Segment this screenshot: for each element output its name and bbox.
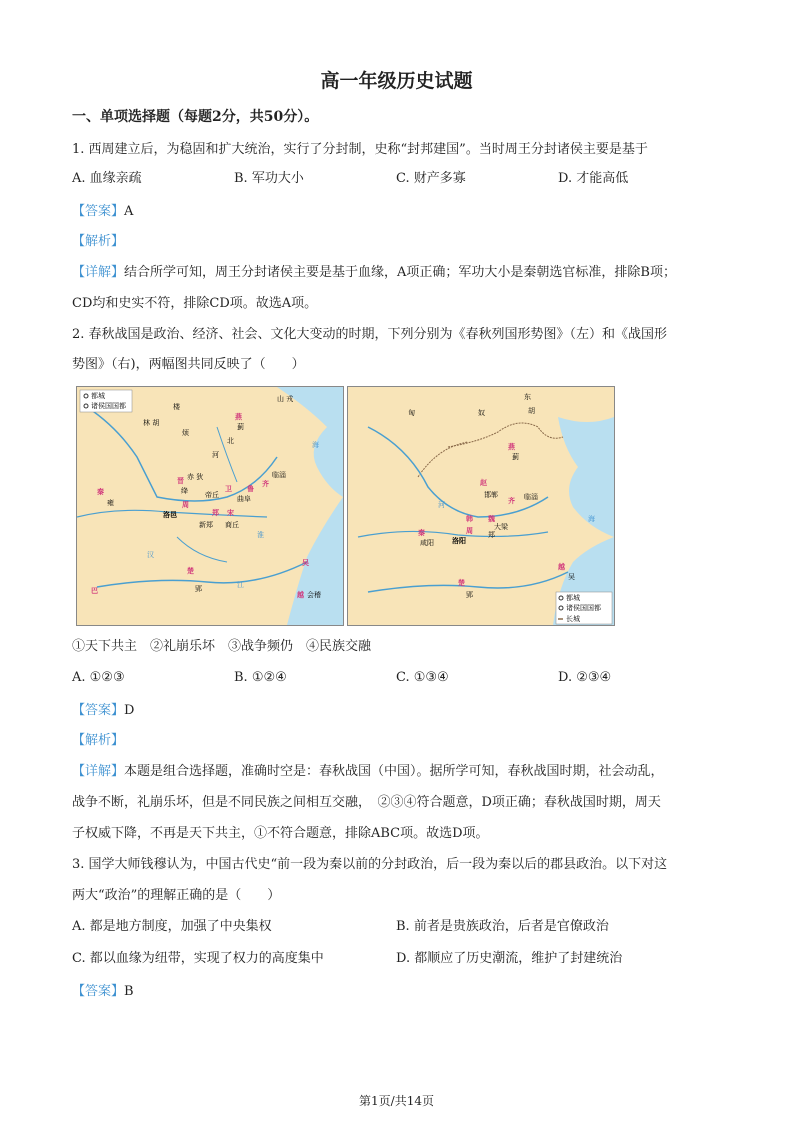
map-label: 帝丘	[205, 491, 219, 499]
q2-option-d: D. ②③④	[558, 670, 612, 685]
map-label: 吴	[568, 573, 575, 581]
map-label: 雍	[107, 499, 114, 507]
map-label: 河	[438, 501, 445, 509]
map-label: 蓟	[237, 423, 244, 431]
q2-detail-line-2: 战争不断，礼崩乐坏，但是不同民族之间相互交融， ②③④符合题意，D项正确；春秋战国时期，周天	[72, 795, 661, 810]
q2-analysis-tag: 【解析】	[72, 733, 125, 748]
answer-value: D	[124, 703, 135, 718]
map-label: 会稽	[307, 591, 321, 599]
q3-answer	[72, 983, 134, 1001]
q2-option-b: B. ①②④	[234, 670, 287, 685]
map-label: 河	[212, 451, 219, 459]
map-label: 绛	[181, 487, 188, 495]
map-label: 海	[588, 515, 595, 523]
map-label: 燕	[508, 443, 515, 451]
q2-stem-line-1: 2. 春秋战国是政治、经济、社会、文化大变动的时期，下列分别为《春秋列国形势图》（左）和《战国形	[72, 327, 668, 342]
map-label: 奴	[478, 409, 485, 417]
map-label: 魏	[488, 515, 495, 523]
q3-stem-line-1: 3. 国学大师钱穆认为，中国古代史“前一段为秦以前的分封政治，后一段为秦以后的郡县政治。以下对这	[72, 857, 668, 872]
q1-option-c: C. 财产多寡	[396, 171, 466, 186]
q1-answer	[72, 203, 133, 221]
q3-option-d: D. 都顺应了历史潮流，维护了封建统治	[396, 951, 623, 966]
map-label: 曲阜	[237, 495, 251, 503]
q2-option-c: C. ①③④	[396, 670, 449, 685]
detail-tag: 【详解】	[72, 764, 125, 779]
map-label: 山 戎	[277, 395, 294, 403]
map-label: 商丘	[225, 521, 239, 529]
map-label: 鲁	[247, 485, 254, 493]
q3-option-c: C. 都以血缘为纽带，实现了权力的高度集中	[72, 951, 324, 966]
map-label: 楚	[187, 567, 194, 575]
map-label: 烦	[182, 429, 189, 437]
answer-tag: 【答案】	[72, 703, 125, 718]
q2-answer	[72, 702, 134, 720]
map-label: 郢	[195, 585, 202, 593]
map-label: 大梁	[494, 523, 508, 531]
section-heading: 一、单项选择题（每题2分，共50分）。	[72, 109, 319, 125]
map-label: 楼	[173, 403, 180, 411]
q2-detail-line-3: 子权威下降，不再是天下共主，①不符合题意，排除ABC项。故选D项。	[72, 826, 489, 841]
q2-statements: ①天下共主 ②礼崩乐坏 ③战争频仍 ④民族交融	[72, 639, 372, 654]
answer-tag: 【答案】	[72, 204, 125, 219]
map-label: 洛阳	[452, 537, 466, 545]
map-label: 汉	[147, 551, 154, 559]
detail-text: 结合所学可知，周王分封诸侯主要是基于血缘，A项正确；军功大小是秦朝选官标准，排除B项；	[124, 265, 676, 280]
q2-detail-line-1	[72, 763, 664, 781]
legend-capital: 都城	[566, 594, 580, 602]
map-label: 齐	[262, 480, 269, 488]
map-label: 燕	[235, 413, 242, 421]
q1-detail-line-1	[72, 264, 676, 282]
map-label: 秦	[97, 488, 104, 496]
q2-stem-line-2: 势图》（右)，两幅图共同反映了（ ）	[72, 357, 305, 372]
map-label: 胡	[528, 407, 535, 415]
legend-state-capital: 诸侯国国都	[91, 402, 126, 410]
map-label: 匈	[408, 409, 415, 417]
q3-stem-line-2: 两大“政治”的理解正确的是（ ）	[72, 888, 281, 903]
answer-tag: 【答案】	[72, 984, 125, 999]
answer-value: A	[124, 204, 134, 219]
map-label: 临淄	[524, 493, 538, 501]
map-label: 邯郸	[484, 491, 498, 499]
map-label: 东	[524, 393, 531, 401]
map-label: 楚	[458, 579, 465, 587]
map-label: 咸阳	[420, 539, 434, 547]
page-footer: 第1页/共14页	[359, 1094, 434, 1108]
q1-analysis-tag: 【解析】	[72, 234, 125, 249]
map-label: 江	[237, 581, 244, 589]
map-label: 韩	[466, 515, 473, 523]
map-label: 秦	[418, 529, 425, 537]
map-label: 淮	[257, 531, 264, 539]
map-label: 蓟	[512, 453, 519, 461]
legend-great-wall: 长城	[566, 615, 580, 623]
detail-text: 本题是组合选择题，准确时空是：春秋战国（中国）。据所学可知，春秋战国时期，社会动乱，	[124, 764, 664, 779]
map-label: 林 胡	[143, 419, 160, 427]
map-label: 海	[312, 441, 319, 449]
map-label: 周	[182, 501, 189, 509]
q3-option-b: B. 前者是贵族政治，后者是官僚政治	[396, 919, 609, 934]
map-label: 越	[558, 563, 565, 571]
page-title: 高一年级历史试题	[320, 70, 473, 92]
map-label: 吴	[302, 559, 309, 567]
map-label: 洛邑	[163, 511, 177, 519]
map-label: 赤 狄	[187, 473, 204, 481]
map-label: 郢	[466, 591, 473, 599]
map-label: 新郑	[199, 521, 213, 529]
q1-option-a: A. 血缘亲疏	[72, 171, 142, 186]
detail-tag: 【详解】	[72, 265, 125, 280]
map-label: 越	[297, 591, 304, 599]
answer-value: B	[124, 984, 134, 999]
map-label: 北	[227, 437, 234, 445]
map-label: 卫	[225, 485, 232, 493]
legend-state-capital: 诸侯国国都	[566, 604, 601, 612]
map-label: 郑	[488, 531, 495, 539]
map-label: 赵	[480, 479, 487, 487]
legend-capital: 都城	[91, 392, 105, 400]
map-label: 宋	[227, 509, 234, 517]
map-label: 晋	[177, 477, 184, 485]
q2-option-a: A. ①②③	[72, 670, 125, 685]
warring-states-map	[347, 386, 615, 626]
map-label: 郑	[212, 509, 219, 517]
q1-option-b: B. 军功大小	[234, 171, 304, 186]
q1-option-d: D. 才能高低	[558, 171, 629, 186]
map-label: 齐	[508, 497, 515, 505]
map-label: 巴	[91, 587, 98, 595]
q3-option-a: A. 都是地方制度，加强了中央集权	[72, 919, 272, 934]
map-label: 临淄	[272, 471, 286, 479]
q1-stem: 1. 西周建立后，为稳固和扩大统治，实行了分封制，史称“封邦建国”。当时周王分封诸侯主要是基于	[72, 142, 648, 157]
q1-detail-line-2: CD均和史实不符，排除CD项。故选A项。	[72, 296, 318, 311]
map-label: 周	[466, 527, 473, 535]
spring-autumn-map	[76, 386, 344, 626]
